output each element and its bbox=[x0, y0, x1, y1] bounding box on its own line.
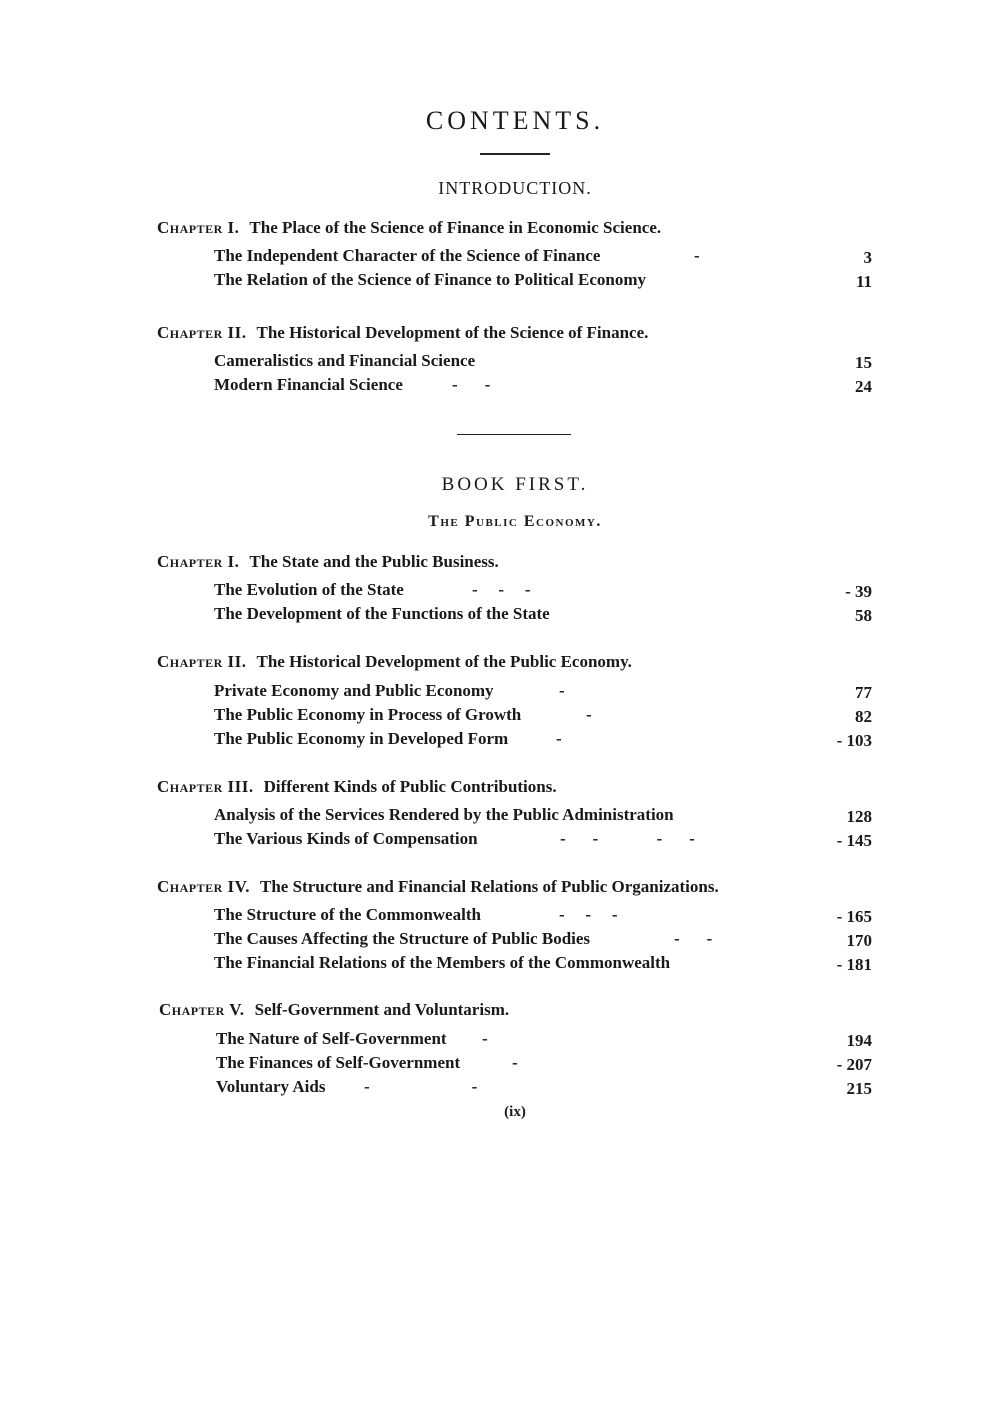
chapter-heading bbox=[157, 877, 857, 897]
entry-leader: - - bbox=[452, 375, 493, 394]
page-folio: (ix) bbox=[504, 1104, 526, 1120]
chapter-heading bbox=[159, 1000, 859, 1020]
entry-title: The Public Economy in Process of Growth bbox=[214, 705, 522, 724]
chapter-title: The Place of the Science of Finance in Economic Science. bbox=[249, 218, 662, 237]
entry-title: The Nature of Self-Government bbox=[216, 1029, 447, 1048]
entry-page: 170 bbox=[846, 931, 872, 950]
chapter-label: Chapter II. bbox=[157, 323, 247, 342]
entry-page: 194 bbox=[846, 1031, 872, 1050]
chapter-heading bbox=[157, 323, 857, 343]
toc-entry bbox=[214, 729, 872, 753]
toc-entry bbox=[214, 681, 872, 705]
entry-leader: - bbox=[559, 681, 567, 700]
entry-page: 11 bbox=[855, 272, 872, 291]
toc-entry bbox=[214, 375, 872, 399]
entry-page: 58 bbox=[855, 606, 872, 625]
toc-entry bbox=[214, 805, 872, 829]
chapter-label: Chapter II. bbox=[157, 652, 247, 671]
chapter-label: Chapter I. bbox=[157, 552, 240, 571]
entry-title: The Public Economy in Developed Form bbox=[214, 729, 509, 748]
entry-title: The Evolution of the State bbox=[214, 580, 404, 599]
chapter-title: Self-Government and Voluntarism. bbox=[254, 1000, 510, 1019]
page-title: CONTENTS. bbox=[425, 106, 605, 135]
toc-entry bbox=[216, 1029, 872, 1053]
toc-entry bbox=[214, 580, 872, 604]
toc-entry bbox=[214, 246, 872, 270]
entry-title: Analysis of the Services Rendered by the Public Administration bbox=[214, 805, 674, 824]
entry-leader: - bbox=[556, 729, 564, 748]
toc-entry bbox=[214, 953, 872, 977]
entry-title: Modern Financial Science bbox=[214, 375, 403, 394]
introduction-heading: INTRODUCTION. bbox=[438, 178, 592, 198]
entry-leader: - - - bbox=[472, 580, 533, 599]
entry-page: 24 bbox=[855, 377, 872, 396]
toc-entry bbox=[214, 604, 872, 628]
entry-title: The Independent Character of the Science of Finance bbox=[214, 246, 601, 265]
chapter-title: Different Kinds of Public Contributions. bbox=[263, 777, 557, 796]
toc-entry bbox=[214, 829, 872, 853]
entry-leader: - - - bbox=[559, 905, 620, 924]
chapter-heading bbox=[157, 218, 857, 238]
chapter-label: Chapter I. bbox=[157, 218, 240, 237]
entry-leader: - - bbox=[364, 1077, 480, 1096]
entry-page: 215 bbox=[846, 1079, 872, 1098]
toc-entry bbox=[214, 351, 872, 375]
entry-page: 15 bbox=[855, 353, 872, 372]
entry-title: The Causes Affecting the Structure of Public Bodies bbox=[214, 929, 591, 948]
chapter-title: The State and the Public Business. bbox=[249, 552, 499, 571]
entry-title: The Development of the Functions of the State bbox=[214, 604, 550, 623]
entry-title: The Structure of the Commonwealth bbox=[214, 905, 481, 924]
chapter-heading bbox=[157, 552, 857, 572]
entry-leader: - bbox=[694, 246, 702, 265]
entry-title: The Finances of Self-Government bbox=[216, 1053, 461, 1072]
entry-title: The Financial Relations of the Members of the Commonwealth bbox=[214, 953, 671, 972]
entry-page: - 165 bbox=[836, 907, 872, 926]
entry-title: Private Economy and Public Economy bbox=[214, 681, 494, 700]
chapter-title: The Structure and Financial Relations of Public Organizations. bbox=[259, 877, 719, 896]
entry-page: - 145 bbox=[836, 831, 872, 850]
chapter-heading bbox=[157, 777, 857, 797]
entry-page: - 181 bbox=[836, 955, 872, 974]
entry-page: 82 bbox=[855, 707, 872, 726]
toc-entry bbox=[214, 905, 872, 929]
title-rule bbox=[480, 153, 550, 155]
entry-page: 77 bbox=[855, 683, 872, 702]
entry-title: Voluntary Aids bbox=[216, 1077, 326, 1096]
entry-title: The Various Kinds of Compensation bbox=[214, 829, 478, 848]
book-subheading: The Public Economy. bbox=[428, 513, 602, 530]
entry-page: 3 bbox=[863, 248, 872, 267]
chapter-heading bbox=[157, 652, 857, 672]
entry-page: - 103 bbox=[836, 731, 872, 750]
entry-page: - 207 bbox=[836, 1055, 872, 1074]
section-divider bbox=[457, 434, 571, 435]
chapter-label: Chapter V. bbox=[159, 1000, 245, 1019]
chapter-label: Chapter IV. bbox=[157, 877, 250, 896]
toc-entry bbox=[214, 705, 872, 729]
entry-leader: - bbox=[512, 1053, 520, 1072]
toc-entry bbox=[214, 270, 872, 294]
toc-entry bbox=[214, 929, 872, 953]
toc-entry bbox=[216, 1053, 872, 1077]
entry-leader: - bbox=[586, 705, 594, 724]
chapter-title: The Historical Development of the Public Economy. bbox=[256, 652, 632, 671]
entry-page: - 39 bbox=[845, 582, 872, 601]
entry-title: The Relation of the Science of Finance to Political Economy bbox=[214, 270, 647, 289]
chapter-title: The Historical Development of the Science of Finance. bbox=[256, 323, 649, 342]
entry-leader: - - - - bbox=[560, 829, 697, 848]
entry-title: Cameralistics and Financial Science bbox=[214, 351, 476, 370]
entry-leader: - - bbox=[674, 929, 715, 948]
toc-entry bbox=[216, 1077, 872, 1101]
entry-leader: - bbox=[482, 1029, 490, 1048]
book-heading: BOOK FIRST. bbox=[441, 474, 589, 495]
chapter-label: Chapter III. bbox=[157, 777, 254, 796]
entry-page: 128 bbox=[846, 807, 872, 826]
